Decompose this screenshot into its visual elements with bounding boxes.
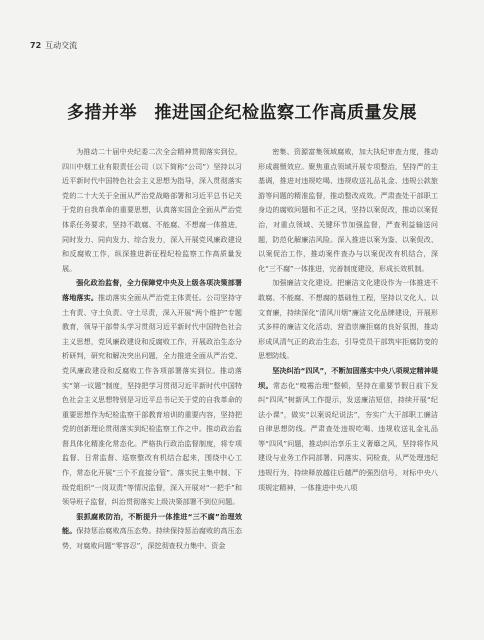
integrity-culture-paragraph: 加强廉洁文化建设。把廉洁文化建设作为一体推进不敢腐、不能腐、不想腐的基础性工程，坚持以文化人、以文育廉，持续深化“清风川烟”廉洁文化品牌建设，开展形式多样的廉洁文化活动，营造崇廉拒腐的良好氛围，推动形成风清气正的政治生态，引导党员干部筑牢拒腐防变的思想防线。	[258, 278, 438, 361]
four-winds-body: 常态化“嗅霉治理”整顿，坚持在重要节假日前下发纠“四风”树新风工作提示，发送廉洁短信，持续开展“纪法小课”，做实“以案说纪说法”，夯实广大干部职工廉洁自律思想防线。严肃查处违规吃喝、违规收送礼金礼品等“四风”问题，推动纠治享乐主义奢靡之风，坚持将作风建设与业务工作同部署、同落实、同检查，从严处理违纪违规行为，持续释放越往后越严的强烈信号，对标中央八项规定精神，一体推进中央八项	[258, 380, 438, 492]
left-column	[62, 145, 242, 554]
enforcement-paragraph: 密集、资源富集领域腐败，加大执纪审查力度，推动形成震慑效应。聚焦重点领域开展专项整治，坚持严的主基调，推进对违规吃喝、违规收送礼品礼金、违规公款旅游等问题的精准监督，推动整改成效。严肃查处干部职工身边的腐败问题和不正之风，坚持以案促改，推动以案促治，对重点领域、关键环节加强监督，严查利益输送问题，防范化解廉洁风险。深入推进以案为鉴、以案促改、以案促治工作，推动案件查办与以案促改有机结合，深化“三不腐”一体推进，完善制度建设，形成长效机制。	[258, 147, 438, 273]
political-supervision-paragraph	[62, 276, 242, 510]
four-winds-heading: 坚决纠治“四风”，不断加固落实中央八项规定精神堤坝。	[258, 365, 438, 390]
political-supervision-heading: 强化政治监督，全力保障党中央及上级各项决策部署落地落实。	[62, 278, 242, 302]
page-number: 72	[30, 41, 42, 50]
intro-paragraph: 为推动二十届中央纪委二次全会精神贯彻落实到位，四川中烟工业有限责任公司（以下简称“公司”）坚持以习近平新时代中国特色社会主义思想为指导，深入贯彻落实党的二十大关于全面从严治党战略部署和习近平总书记关于党的自我革命的重要思想，认真落实国企全面从严治党体系任务要求，坚持不敢腐、不能腐、不想腐一体推进，同时发力、同向发力、综合发力，深入开展党风廉政建设和反腐败工作，纵深推进新征程纪检监察工作高质量发展。	[62, 147, 242, 273]
corruption-prevention-paragraph	[62, 510, 242, 554]
corruption-prevention-body: 保持惩治腐败高压态势。持续保持惩治腐败的高压态势，对腐败问题“零容忍”，深挖彻查权力集中、资金	[62, 526, 243, 551]
page-header	[30, 40, 77, 51]
corruption-prevention-heading: 狠抓腐败防治，不断提升一体推进“三不腐”治理效能。	[62, 511, 242, 536]
section-title: 互动交流	[45, 41, 78, 50]
right-column	[258, 145, 438, 495]
political-supervision-body: 推动落实全面从严治党主体责任。公司坚持守土有责、守土负责、守土尽责，深入开展“两个维护”专题教育，领导干部带头学习贯彻习近平新时代中国特色社会主义思想，党风廉政建设和反腐败工作，开展政治生态分析研判，研究和解决突出问题，全力推进全面从严治党、党风廉政建设和反腐败工作各项部署落实到位。推动落实“第一议题”制度，坚持把学习贯彻习近平新时代中国特色社会主义思想特别是习近平总书记关于党的自我革命的重要思想作为纪检监察干部教育培训的重要内容，坚持把党的创新理论贯彻落实到纪检监察工作之中。推动政治监督具体化精准化常态化。严格执行政治监督制度，将专项监督、日常监督、巡察整改有机结合起来，围绕中心工作，常态化开展“三个不直接分管”、落实民主集中制、下级党组织“一岗双责”等情况监督，深入开展对“一把手”和领导班子监督，纠治贯彻落实上级决策部署不到位问题。	[62, 292, 243, 507]
four-winds-paragraph	[258, 364, 438, 495]
article-title: 多措并举 推进国企纪检监察工作高质量发展	[67, 103, 417, 123]
